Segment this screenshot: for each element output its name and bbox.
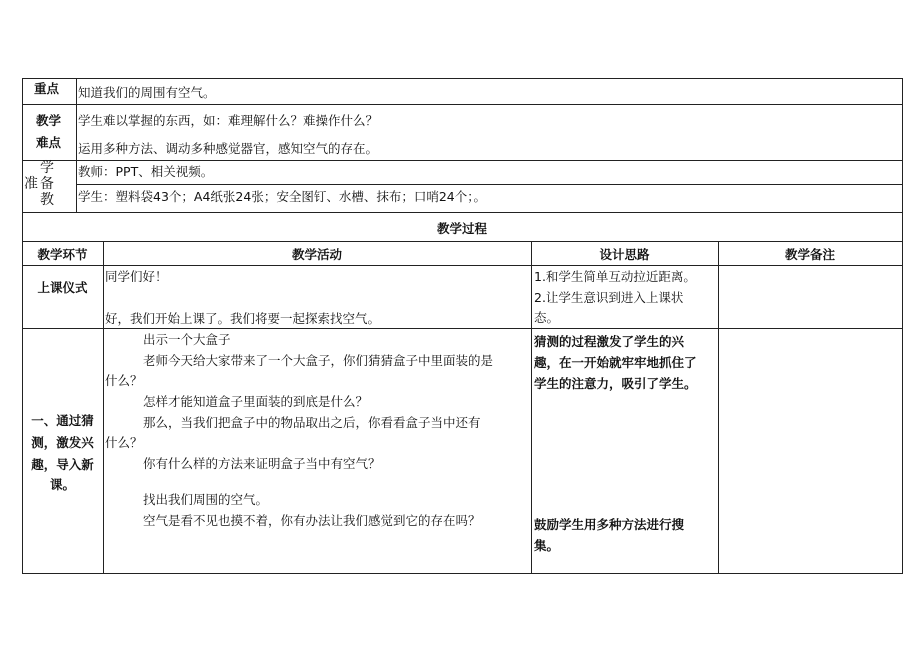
rule-after-headers [22, 265, 902, 266]
rule-col3 [718, 241, 719, 574]
difficulty-line-2: 运用多种方法、调动多种感觉器官，感知空气的存在。 [78, 141, 379, 156]
preparation-student: 学生：塑料袋43个；A4纸张24张；安全图钉、水槽、抹布；口哨24个；。 [78, 189, 486, 204]
rule-label-col [76, 78, 77, 212]
row2-stage-4: 课。 [49, 477, 75, 492]
row2-activity-9: 空气是看不见也摸不着，你有办法让我们感觉到它的存在吗？ [143, 513, 481, 528]
row2-activity-3: 什么？ [105, 373, 143, 388]
rule-bottom [22, 573, 902, 574]
row1-activity-2: 好，我们开始上课了。我们将要一起探索找空气。 [105, 311, 381, 326]
row2-stage-2: 测，激发兴 [31, 435, 94, 450]
row1-stage: 上课仪式 [37, 280, 88, 295]
key-points-label: 重点 [34, 81, 60, 96]
rule-top [22, 78, 902, 79]
rule-left [22, 78, 23, 574]
rule-prep-inner [76, 184, 902, 185]
preparation-label-3: 教 [40, 192, 54, 208]
row2-design-b1: 鼓励学生用多种方法进行搜 [534, 517, 685, 532]
row2-design-a1: 猜测的过程激发了学生的兴 [534, 334, 685, 349]
row2-activity-2: 老师今天给大家带来了一个大盒子，你们猜猜盒子中里面装的是 [143, 353, 494, 368]
row1-design-2b: 态。 [534, 310, 560, 325]
row2-activity-8: 找出我们周围的空气。 [143, 492, 269, 507]
difficulty-label-2: 难点 [36, 135, 62, 150]
rule-col1 [103, 241, 104, 574]
row2-activity-4: 怎样才能知道盒子里面装的到底是什么？ [143, 394, 369, 409]
rule-col2 [531, 241, 532, 574]
row2-stage-1: 一、通过猜 [31, 413, 94, 428]
header-design: 设计思路 [599, 247, 650, 262]
header-activity: 教学活动 [291, 247, 342, 262]
row2-design-b2: 集。 [534, 538, 560, 553]
rule-after-key [22, 104, 902, 105]
row2-activity-7: 你有什么样的方法来证明盒子当中有空气？ [143, 456, 381, 471]
rule-after-difficulty [22, 160, 902, 161]
rule-after-title [22, 241, 902, 242]
preparation-label-1: 学 [40, 160, 54, 176]
row2-stage-3: 趣，导入新 [31, 457, 94, 472]
row1-activity-1: 同学们好！ [105, 269, 168, 284]
row1-design-2a: 2.让学生意识到进入上课状 [534, 290, 684, 305]
row2-activity-6: 什么？ [105, 435, 143, 450]
key-points-text: 知道我们的周围有空气。 [78, 85, 216, 100]
preparation-label-2: 准备 [24, 176, 56, 192]
difficulty-line-1: 学生难以掌握的东西，如：难理解什么？难操作什么？ [78, 113, 379, 128]
row1-design-1: 1.和学生简单互动拉近距离。 [534, 269, 696, 284]
row2-activity-5: 那么，当我们把盒子中的物品取出之后，你看看盒子当中还有 [143, 415, 481, 430]
difficulty-label-1: 教学 [36, 113, 62, 128]
header-stage: 教学环节 [37, 247, 88, 262]
header-notes: 教学备注 [784, 247, 835, 262]
preparation-teacher: 教师：PPT、相关视频。 [78, 164, 214, 179]
rule-after-prep [22, 212, 902, 213]
row2-design-a2: 趣，在一开始就牢牢地抓住了 [534, 355, 697, 370]
rule-right [902, 78, 903, 574]
row2-design-a3: 学生的注意力，吸引了学生。 [534, 376, 697, 391]
section-title: 教学过程 [436, 221, 487, 236]
row2-activity-1: 出示一个大盒子 [143, 332, 231, 347]
